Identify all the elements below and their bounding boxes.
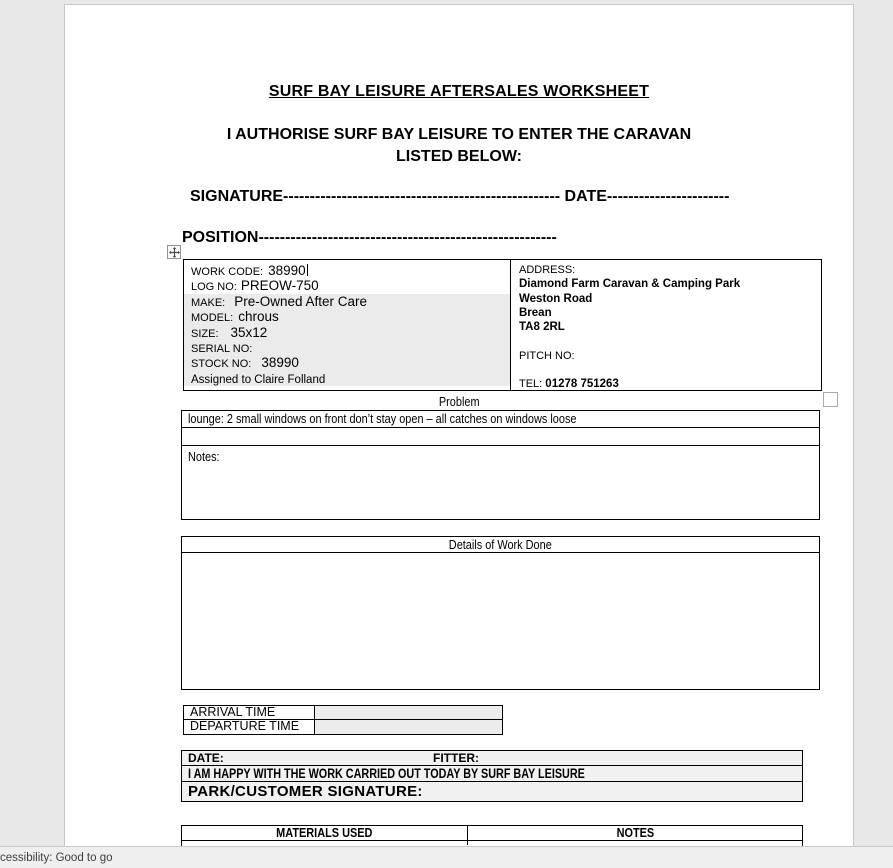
move-cross-icon (169, 247, 180, 258)
size-label: SIZE: (191, 327, 219, 340)
arrival-time-value-cell[interactable] (315, 706, 502, 719)
pitch-no-label: PITCH NO: (519, 349, 575, 362)
date-label: DATE: (188, 751, 224, 765)
log-no-row[interactable] (184, 278, 510, 293)
materials-used-header-cell[interactable] (182, 826, 468, 840)
arrival-time-row (184, 706, 502, 720)
materials-table (181, 825, 803, 846)
make-row[interactable] (184, 294, 510, 309)
date-fitter-row[interactable] (182, 751, 802, 765)
address-label: ADDRESS: (519, 264, 576, 276)
log-no-value[interactable]: PREOW-750 (240, 278, 319, 294)
customer-signature-row[interactable] (182, 781, 802, 800)
signoff-table (181, 750, 803, 802)
work-done-entry-area[interactable] (182, 553, 819, 689)
times-table (183, 705, 503, 735)
stock-no-row[interactable] (184, 355, 510, 370)
serial-no-row[interactable] (184, 340, 510, 355)
materials-entry-row[interactable] (182, 841, 802, 845)
size-value[interactable]: 35x12 (230, 324, 268, 340)
log-no-label: LOG NO: (191, 281, 237, 294)
address-blank-line (519, 334, 821, 348)
tel-row (519, 377, 821, 391)
address-line: Brean (519, 306, 552, 319)
problem-entry-row[interactable] (182, 411, 819, 428)
assigned-note: Assigned to Claire Folland (191, 373, 326, 386)
customer-signature-label: PARK/CUSTOMER SIGNATURE: (188, 783, 423, 800)
size-row[interactable] (184, 325, 510, 340)
fitter-label: FITTER: (433, 751, 479, 765)
satisfaction-row[interactable] (182, 765, 802, 782)
address-line: TA8 2RL (519, 321, 565, 334)
problem-heading-text: Problem (438, 394, 480, 409)
problem-table (181, 410, 820, 520)
worksheet-title-text: SURF BAY LEISURE AFTERSALES WORKSHEET (268, 83, 650, 100)
departure-time-row (184, 720, 502, 734)
notes-label: Notes: (188, 449, 220, 464)
work-done-heading: Details of Work Done (449, 537, 552, 552)
problem-heading (64, 394, 854, 409)
make-value[interactable]: Pre-Owned After Care (234, 293, 368, 309)
materials-notes-header-cell[interactable] (468, 826, 802, 840)
accessibility-status[interactable]: cessibility: Good to go (0, 852, 113, 864)
authorisation-line-1: I AUTHORISE SURF BAY LEISURE TO ENTER THE CARAVAN (226, 126, 692, 143)
problem-empty-row[interactable] (182, 428, 819, 446)
departure-time-value-cell[interactable] (315, 720, 502, 734)
address-blank-line (519, 363, 821, 377)
stock-no-value[interactable]: 38990 (261, 355, 299, 371)
satisfaction-statement: I AM HAPPY WITH THE WORK CARRIED OUT TODAY BY SURF BAY LEISURE (188, 765, 585, 781)
position-line: POSITION-------------------------------------------------------- (182, 229, 557, 246)
materials-header-row (182, 826, 802, 841)
make-label: MAKE: (191, 296, 226, 309)
table-move-handle[interactable] (167, 245, 181, 259)
address-cell[interactable] (511, 260, 821, 390)
materials-notes-cell[interactable] (468, 841, 802, 845)
work-code-row[interactable] (184, 263, 510, 278)
work-code-label: WORK CODE: (191, 266, 264, 278)
tel-label: TEL: (519, 378, 543, 391)
caravan-info-table (183, 259, 822, 391)
work-code-value[interactable]: 38990 (268, 263, 306, 278)
address-line: Weston Road (519, 292, 593, 305)
model-value[interactable]: chrous (238, 309, 279, 325)
stock-no-label: STOCK NO: (191, 358, 252, 371)
tel-value: 01278 751263 (545, 378, 619, 391)
text-cursor (307, 264, 308, 276)
authorisation-line-2: LISTED BELOW: (396, 147, 522, 165)
assigned-row[interactable] (184, 371, 510, 386)
materials-notes-header: NOTES (616, 825, 654, 840)
address-line: Diamond Farm Caravan & Camping Park (519, 278, 741, 291)
signature-date-line: SIGNATURE---------------------------------------------------- DATE----------------------- (190, 188, 730, 205)
serial-no-label: SERIAL NO: (191, 342, 253, 355)
materials-used-header: MATERIALS USED (276, 825, 373, 840)
problem-entry-text: lounge: 2 small windows on front don’t stay open – all catches on windows loose (188, 411, 577, 426)
notes-row[interactable] (182, 446, 819, 464)
worksheet-title (64, 83, 854, 101)
arrival-time-label: ARRIVAL TIME (184, 706, 315, 719)
model-row[interactable] (184, 309, 510, 324)
model-label: MODEL: (191, 312, 234, 325)
caravan-details-cell[interactable] (184, 260, 511, 390)
work-done-heading-row[interactable] (182, 537, 819, 553)
authorisation-text (64, 124, 854, 167)
departure-time-label: DEPARTURE TIME (184, 720, 315, 734)
work-done-table (181, 536, 820, 690)
status-bar (0, 846, 893, 868)
materials-entry-cell[interactable] (182, 841, 468, 845)
